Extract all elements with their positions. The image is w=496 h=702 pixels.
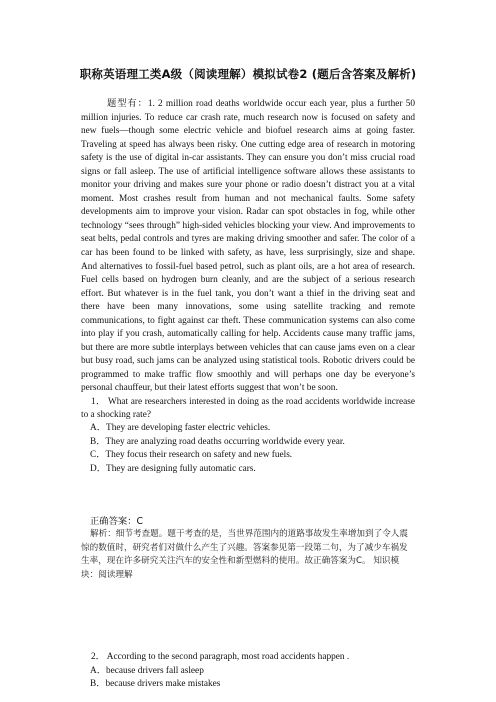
question-1-stem: 1． What are researchers interested in doing as the road accidents worldwide increase to a shocking rate? [81,397,415,421]
question-2-stem: 2． According to the second paragraph, most road accidents happen . [91,652,350,662]
question-1-answer: 正确答案：C [90,516,143,527]
question-1-option-b: B．They are analyzing road deaths occurring worldwide every year. [90,436,345,447]
question-1-option-a: A．They are developing faster electric vehicles. [90,423,271,433]
question-2-option-a: A．because drivers fall asleep [90,665,204,676]
question-1-option-c: C．They focus their research on safety and new fuels. [90,450,293,460]
document-title: 职称英语理工类A级（阅读理解）模拟试卷2 (题后含答案及解析) [79,67,417,81]
question-2-option-b: B．because drivers make mistakes [90,679,221,689]
reading-passage: 题型有：1. 2 million road deaths worldwide occur each year, plus a further 50 million injuries. To reduce car crash rate, much research now is focused on safety and new fuels—though some electric vehicle and biofuel research aims at going faster. Traveling at speed has always been risky. One cutting edge area of research in motoring safety is the use of digital in-car assistants. They can ensure you don’t miss crucial road signs or fall asleep. The use of artificial intelligence software allows these assistants to monitor your driving and makes sure your phone or radio doesn’t distract you at a vital moment. Most crashes result from human and not mechanical faults. Some safety developments aim to improve your vision. Radar can spot obstacles in fog, while other technology “sees through” high-sided vehicles blocking your view. And improvements to seat belts, pedal controls and tyres are making driving smoother and safer. The color of a car has been found to be linked with safety, as have, less surprisingly, size and shape. And alternatives to fossil-fuel based petrol, such as plant oils, are a hot area of research. Fuel cells based on hydrogen burn cleanly, and are the subject of a serious research effort. But whatever is in the fuel tank, you don’t want a thief in the driving seat and there have been many innovations, some using satellite tracking and remote communications, to fight against car theft. These communication systems can also come into play if you crash, automatically calling for help. Accidents cause many traffic jams, but there are more subtle interplays between vehicles that can cause jams even on a clear but busy road, such jams can be analyzed using statistical tools. Robotic drivers could be programmed to make traffic flow smoothly and will perhaps one day be everyone’s personal chauffeur, but their latest efforts suggest that won’t be soon. [81,99,415,394]
question-1-explanation: 解析：细节考查题。题干考查的是，当世界范围内的道路事故发生率增加到了令人震惊的数值时，研究者们对做什么产生了兴趣。答案参见第一段第二句，为了减少车祸发生率，现在许多研究关注汽车的安全性和新型燃料的使用。故正确答案为C。 知识模块：阅读理解 [81,529,408,580]
question-1-option-d: D．They are designing fully automatic cars. [90,463,256,474]
